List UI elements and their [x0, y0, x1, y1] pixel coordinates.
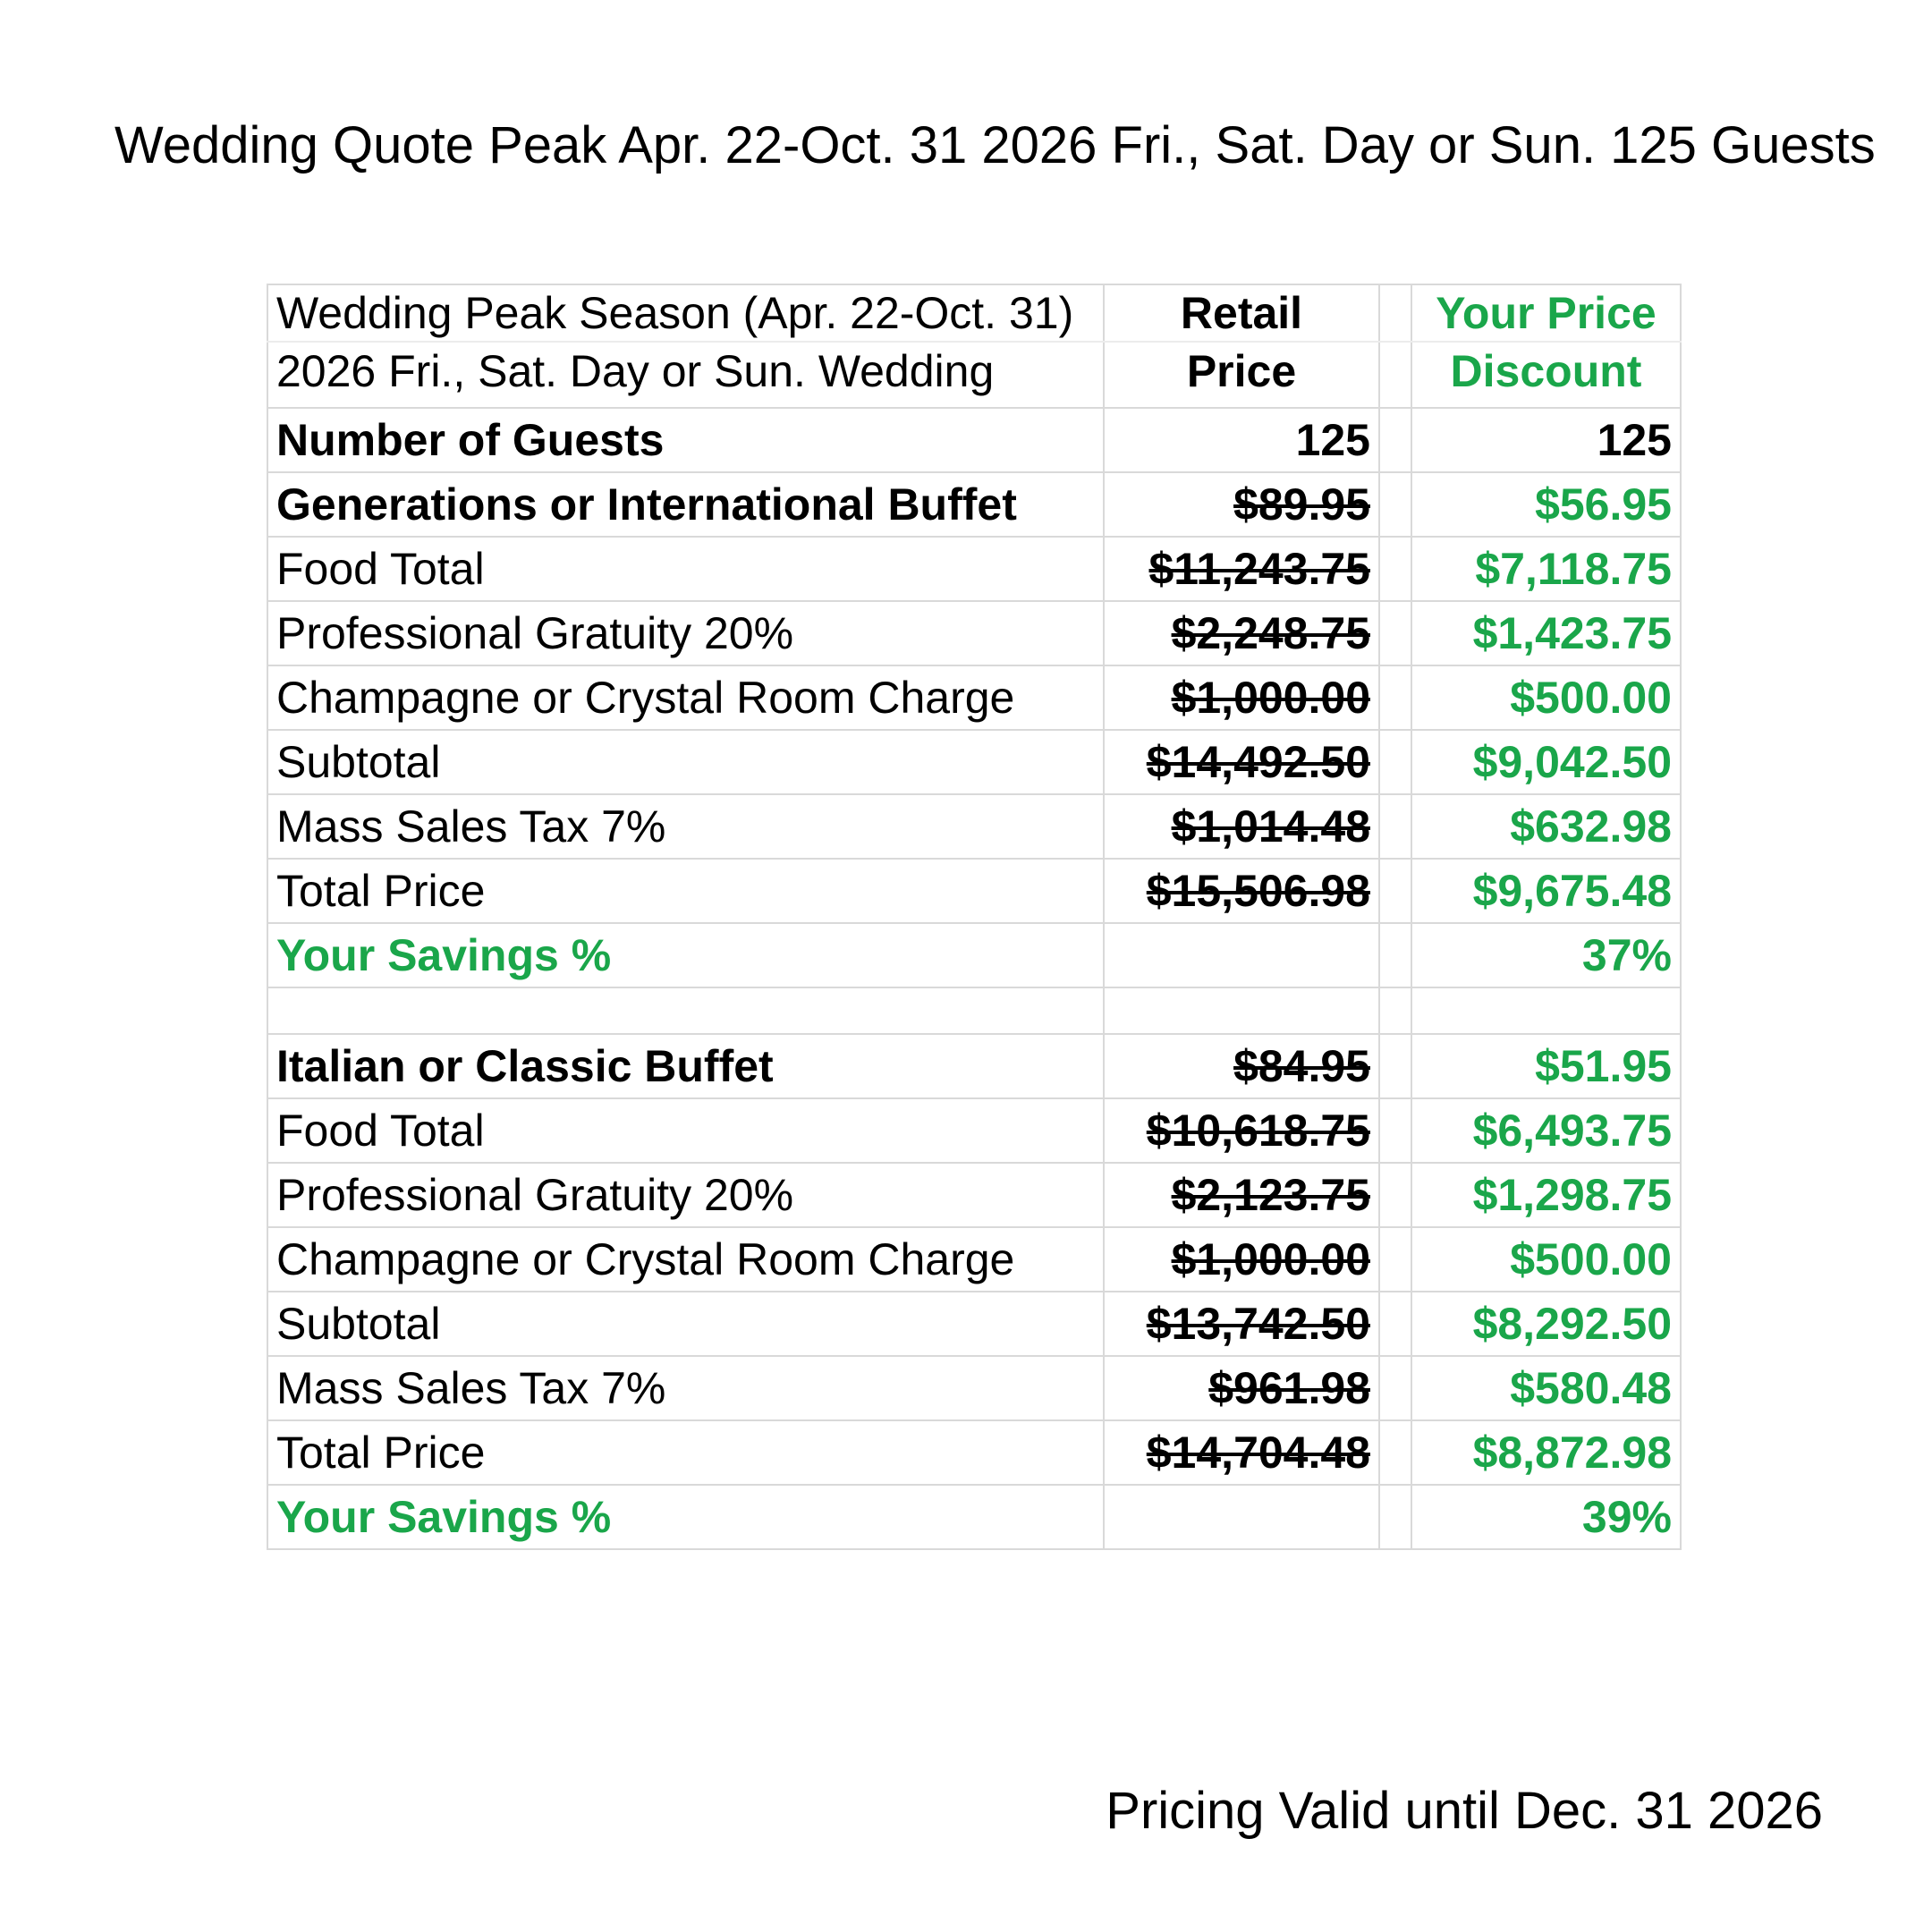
header-label-line1: Wedding Peak Season (Apr. 22-Oct. 31)	[267, 284, 1104, 342]
savings-row	[267, 1485, 1681, 1549]
discount-price: $1,423.75	[1411, 601, 1681, 665]
row-label: Total Price	[267, 859, 1104, 923]
retail-price: $14,492.50	[1146, 737, 1370, 787]
discount-price: $9,042.50	[1411, 730, 1681, 794]
retail-price: $961.98	[1208, 1363, 1370, 1413]
row-label: Italian or Classic Buffet	[267, 1034, 1104, 1098]
savings-value: 39%	[1411, 1485, 1681, 1549]
row-label: Mass Sales Tax 7%	[267, 1356, 1104, 1420]
discount-price: $51.95	[1411, 1034, 1681, 1098]
retail-price: $1,000.00	[1171, 1234, 1370, 1284]
table-row	[267, 1292, 1681, 1356]
retail-price: $2,123.75	[1171, 1170, 1370, 1220]
row-label: Professional Gratuity 20%	[267, 1163, 1104, 1227]
discount-price: $500.00	[1411, 665, 1681, 730]
gap-cell	[1379, 1485, 1411, 1549]
row-label: Subtotal	[267, 730, 1104, 794]
retail-price: $89.95	[1233, 479, 1370, 530]
retail-price: $13,742.50	[1146, 1299, 1370, 1349]
validity-note: Pricing Valid until Dec. 31 2026	[1106, 1782, 1823, 1840]
empty-cell	[267, 987, 1104, 1034]
discount-price: $580.48	[1411, 1356, 1681, 1420]
table-row	[267, 1420, 1681, 1485]
gap-cell	[1379, 408, 1411, 472]
gap-cell	[1379, 987, 1411, 1034]
savings-label: Your Savings %	[267, 923, 1104, 987]
header-retail-line2: Price	[1104, 342, 1379, 408]
gap-cell	[1379, 1034, 1411, 1098]
gap-cell	[1379, 472, 1411, 537]
header-discount-line1: Your Price	[1411, 284, 1681, 342]
table-row	[267, 1163, 1681, 1227]
table-row	[267, 1098, 1681, 1163]
savings-value: 37%	[1411, 923, 1681, 987]
retail-price: $10,618.75	[1146, 1106, 1370, 1156]
row-label: Mass Sales Tax 7%	[267, 794, 1104, 859]
discount-price: $56.95	[1411, 472, 1681, 537]
empty-cell	[1104, 923, 1379, 987]
row-label: Generations or International Buffet	[267, 472, 1104, 537]
quote-table	[267, 284, 1682, 1550]
header-row-top	[267, 284, 1681, 342]
row-label: Total Price	[267, 1420, 1104, 1485]
empty-cell	[1104, 1485, 1379, 1549]
gap-cell	[1379, 1098, 1411, 1163]
row-label: Subtotal	[267, 1292, 1104, 1356]
table-row	[267, 730, 1681, 794]
table-row	[267, 472, 1681, 537]
table-row	[267, 859, 1681, 923]
guests-retail: 125	[1104, 408, 1379, 472]
gap-cell	[1379, 1420, 1411, 1485]
gap-cell	[1379, 859, 1411, 923]
retail-price: $1,014.48	[1171, 801, 1370, 852]
gap-cell	[1379, 1227, 1411, 1292]
retail-price: $2,248.75	[1171, 608, 1370, 658]
discount-price: $500.00	[1411, 1227, 1681, 1292]
table-row	[267, 601, 1681, 665]
retail-price: $11,243.75	[1148, 544, 1370, 594]
gap-cell	[1379, 1356, 1411, 1420]
retail-price: $15,506.98	[1146, 866, 1370, 916]
header-label-line2: 2026 Fri., Sat. Day or Sun. Wedding	[267, 342, 1104, 408]
table-row	[267, 537, 1681, 601]
savings-row	[267, 923, 1681, 987]
row-label: Champagne or Crystal Room Charge	[267, 1227, 1104, 1292]
empty-cell	[1411, 987, 1681, 1034]
header-retail-line1: Retail	[1104, 284, 1379, 342]
discount-price: $1,298.75	[1411, 1163, 1681, 1227]
savings-label: Your Savings %	[267, 1485, 1104, 1549]
guests-discount: 125	[1411, 408, 1681, 472]
table-row	[267, 1356, 1681, 1420]
gap-cell	[1379, 730, 1411, 794]
empty-cell	[1104, 987, 1379, 1034]
table-row	[267, 1227, 1681, 1292]
gap-cell	[1379, 537, 1411, 601]
retail-price: $84.95	[1233, 1041, 1370, 1091]
row-label: Food Total	[267, 1098, 1104, 1163]
table-row	[267, 665, 1681, 730]
discount-price: $7,118.75	[1411, 537, 1681, 601]
retail-price: $14,704.48	[1146, 1428, 1370, 1478]
discount-price: $8,292.50	[1411, 1292, 1681, 1356]
gap-cell	[1379, 923, 1411, 987]
gap-cell	[1379, 1292, 1411, 1356]
discount-price: $6,493.75	[1411, 1098, 1681, 1163]
row-label: Professional Gratuity 20%	[267, 601, 1104, 665]
gap-cell	[1379, 1163, 1411, 1227]
gap-cell	[1379, 665, 1411, 730]
table-row	[267, 794, 1681, 859]
discount-price: $9,675.48	[1411, 859, 1681, 923]
header-discount-line2: Discount	[1411, 342, 1681, 408]
guests-label: Number of Guests	[267, 408, 1104, 472]
spacer-row	[267, 987, 1681, 1034]
guests-row	[267, 408, 1681, 472]
discount-price: $8,872.98	[1411, 1420, 1681, 1485]
page-title: Wedding Quote Peak Apr. 22-Oct. 31 2026 Fri., Sat. Day or Sun. 125 Guests	[114, 116, 1876, 174]
gap-cell	[1379, 342, 1411, 408]
retail-price: $1,000.00	[1171, 673, 1370, 723]
gap-cell	[1379, 284, 1411, 342]
discount-price: $632.98	[1411, 794, 1681, 859]
row-label: Champagne or Crystal Room Charge	[267, 665, 1104, 730]
table-row	[267, 1034, 1681, 1098]
gap-cell	[1379, 794, 1411, 859]
header-row-bottom	[267, 342, 1681, 408]
row-label: Food Total	[267, 537, 1104, 601]
gap-cell	[1379, 601, 1411, 665]
